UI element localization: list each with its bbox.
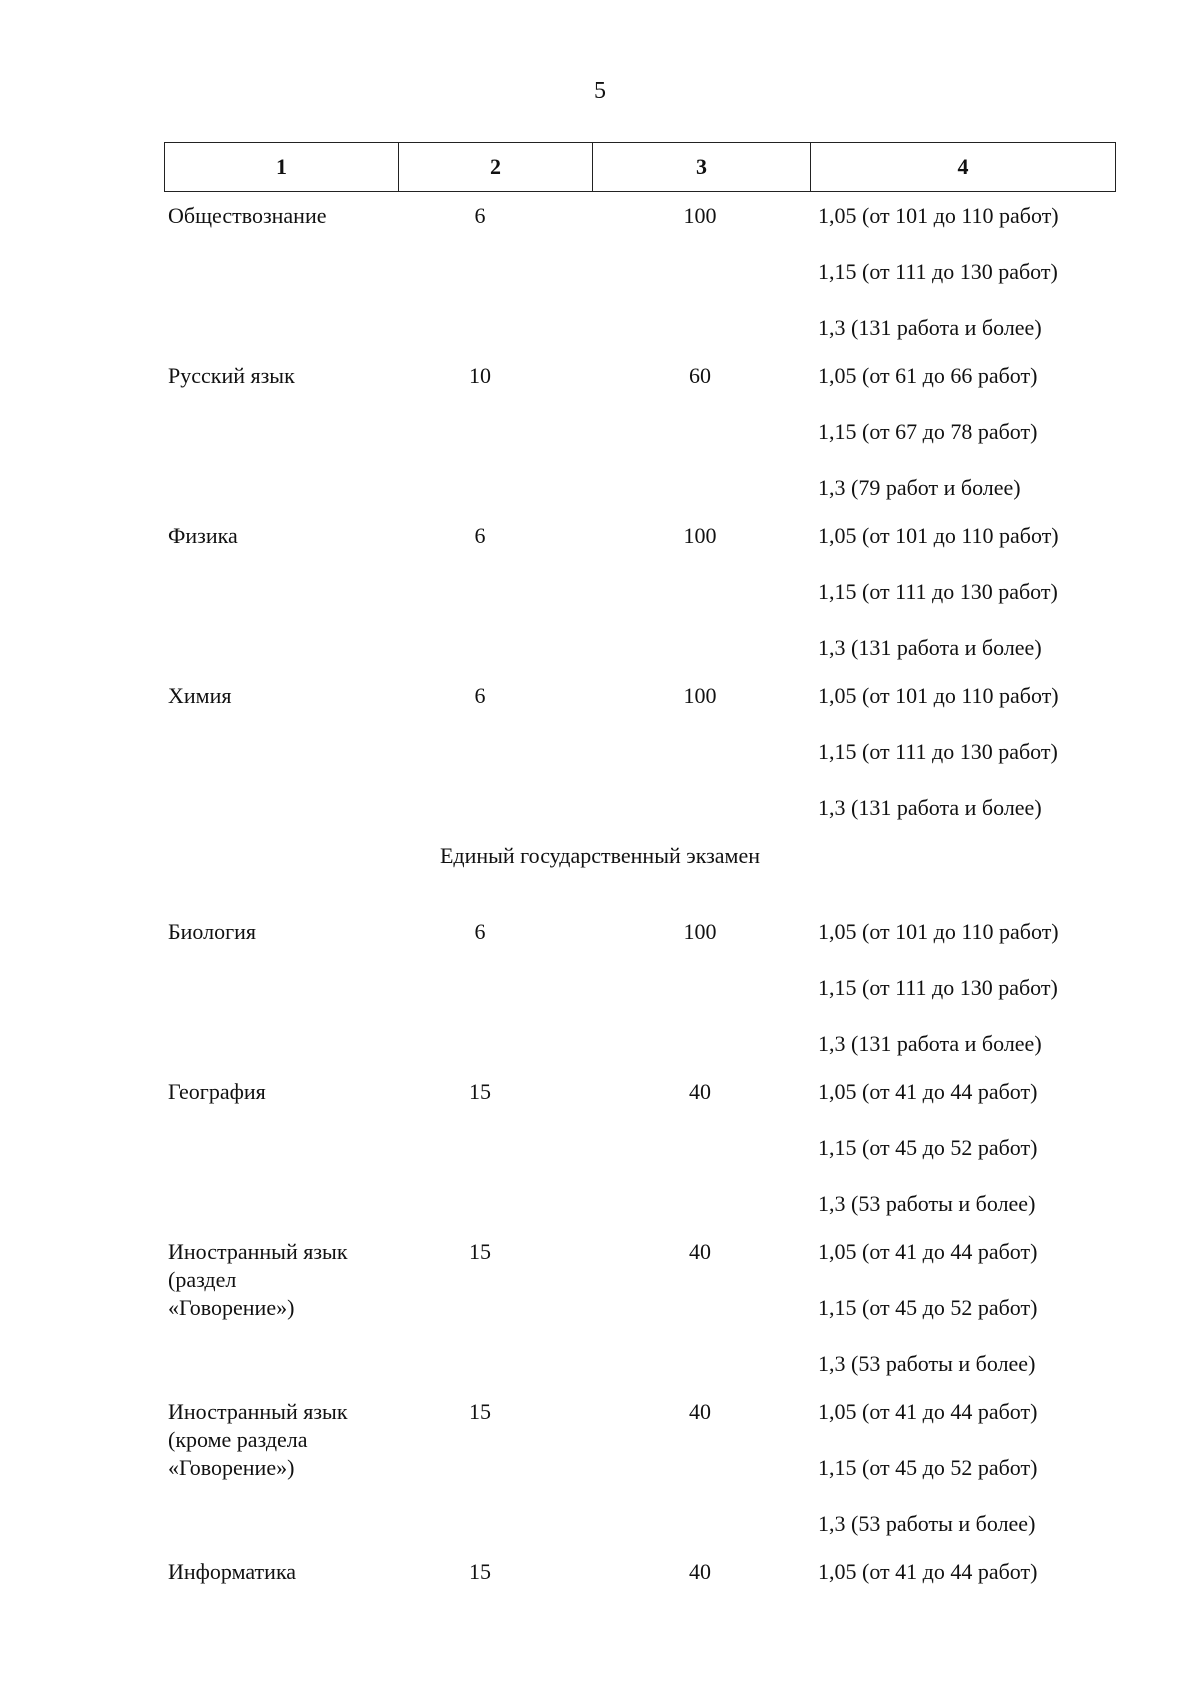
- column-3-cell: 100: [683, 919, 717, 944]
- column-3-cell: 40: [689, 1559, 711, 1584]
- column-2-cell: 15: [469, 1079, 491, 1104]
- column-3-cell: 100: [683, 203, 717, 228]
- subject-cell: Иностранный язык (раздел «Говорение»): [168, 1239, 348, 1320]
- coefficient-line: 1,05 (от 61 до 66 работ): [818, 363, 1038, 388]
- column-3-cell: 40: [689, 1399, 711, 1424]
- coefficient-cell: [818, 362, 1118, 530]
- column-3-cell: 40: [689, 1079, 711, 1104]
- subject-cell: Русский язык: [168, 363, 295, 388]
- column-header-1: 1: [165, 143, 399, 191]
- column-2-cell: 6: [474, 203, 486, 228]
- coefficient-line: 1,05 (от 41 до 44 работ): [818, 1399, 1038, 1424]
- subject-cell: География: [168, 1079, 266, 1104]
- coefficient-line: 1,05 (от 101 до 110 работ): [818, 203, 1059, 228]
- coefficient-line: 1,15 (от 111 до 130 работ): [818, 739, 1058, 764]
- subject-cell: Биология: [168, 919, 257, 944]
- coefficient-line: 1,15 (от 111 до 130 работ): [818, 975, 1058, 1000]
- coefficient-line: 1,3 (131 работа и более): [818, 635, 1042, 660]
- page-number: 5: [594, 78, 606, 104]
- column-header-3: 3: [593, 143, 811, 191]
- coefficient-line: 1,3 (53 работы и более): [818, 1191, 1036, 1216]
- subject-cell: Иностранный язык (кроме раздела «Говорение»): [168, 1399, 348, 1480]
- column-2-cell: 15: [469, 1559, 491, 1584]
- subject-cell: Информатика: [168, 1559, 297, 1584]
- coefficient-cell: [818, 1398, 1118, 1566]
- coefficient-line: 1,05 (от 101 до 110 работ): [818, 919, 1059, 944]
- coefficient-line: 1,15 (от 67 до 78 работ): [818, 419, 1038, 444]
- column-2-cell: 15: [469, 1399, 491, 1424]
- coefficient-line: 1,3 (131 работа и более): [818, 315, 1042, 340]
- subject-cell: Химия: [168, 683, 232, 708]
- coefficient-line: 1,15 (от 45 до 52 работ): [818, 1135, 1038, 1160]
- coefficient-line: 1,05 (от 41 до 44 работ): [818, 1239, 1038, 1264]
- coefficient-cell: [818, 682, 1118, 850]
- subject-cell: Обществознание: [168, 203, 327, 228]
- coefficient-line: 1,05 (от 41 до 44 работ): [818, 1079, 1038, 1104]
- column-header-2: 2: [399, 143, 593, 191]
- coefficient-line: 1,15 (от 45 до 52 работ): [818, 1455, 1038, 1480]
- column-3-cell: 100: [683, 683, 717, 708]
- coefficient-line: 1,15 (от 111 до 130 работ): [818, 579, 1058, 604]
- column-2-cell: 10: [469, 363, 491, 388]
- coefficient-line: 1,05 (от 101 до 110 работ): [818, 683, 1059, 708]
- coefficient-line: 1,15 (от 45 до 52 работ): [818, 1295, 1038, 1320]
- coefficient-line: 1,3 (53 работы и более): [818, 1351, 1036, 1376]
- coefficient-line: 1,3 (53 работы и более): [818, 1511, 1036, 1536]
- coefficient-line: 1,15 (от 111 до 130 работ): [818, 259, 1058, 284]
- subject-cell: Физика: [168, 523, 238, 548]
- column-2-cell: 6: [474, 683, 486, 708]
- coefficient-line: 1,3 (131 работа и более): [818, 1031, 1042, 1056]
- column-2-cell: 6: [474, 523, 486, 548]
- coefficient-line: 1,05 (от 41 до 44 работ): [818, 1559, 1038, 1584]
- table-header: [164, 142, 1116, 192]
- coefficient-line: 1,3 (79 работ и более): [818, 475, 1021, 500]
- column-2-cell: 6: [474, 919, 486, 944]
- coefficient-cell: [818, 1238, 1118, 1406]
- coefficient-cell: [818, 1558, 1118, 1614]
- column-3-cell: 100: [683, 523, 717, 548]
- coefficient-cell: [818, 202, 1118, 370]
- coefficient-line: 1,3 (131 работа и более): [818, 795, 1042, 820]
- column-header-4: 4: [957, 154, 969, 179]
- section-title: Единый государственный экзамен: [439, 843, 761, 868]
- column-3-cell: 60: [689, 363, 711, 388]
- coefficient-cell: [818, 522, 1118, 690]
- coefficient-line: 1,05 (от 101 до 110 работ): [818, 523, 1059, 548]
- column-3-cell: 40: [689, 1239, 711, 1264]
- column-2-cell: 15: [469, 1239, 491, 1264]
- coefficient-cell: [818, 1078, 1118, 1246]
- coefficient-cell: [818, 918, 1118, 1086]
